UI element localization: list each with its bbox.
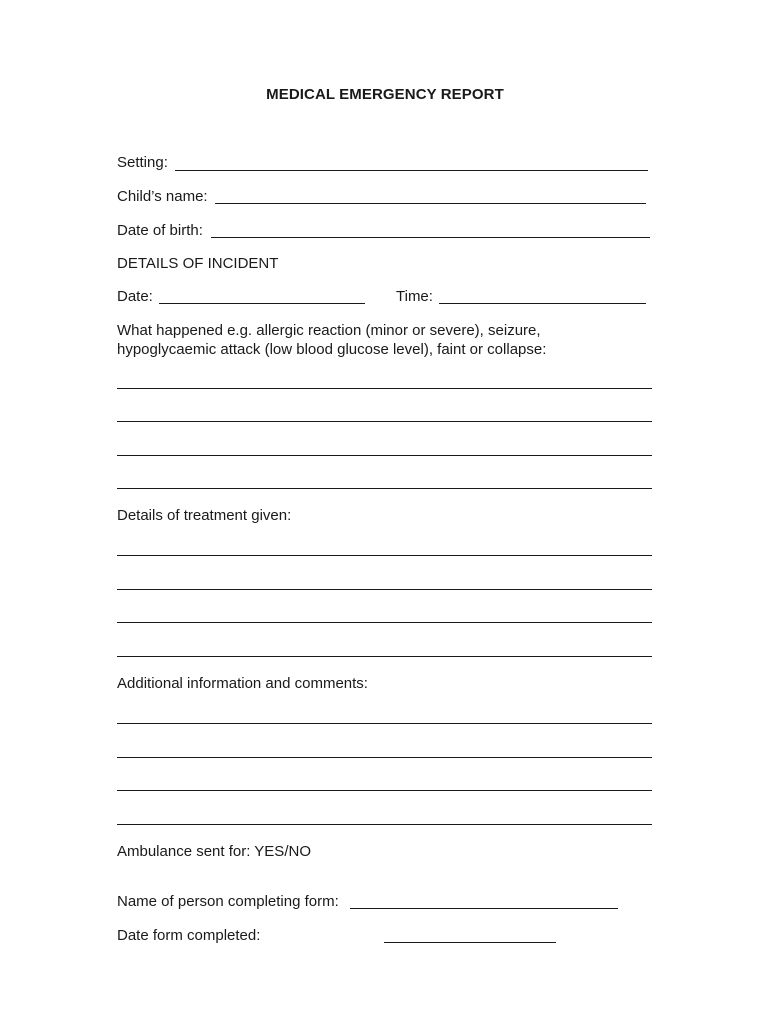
additional-info-line-field[interactable]: [117, 790, 652, 791]
additional-info-line-field[interactable]: [117, 757, 652, 758]
name-completing-label: Name of person completing form:: [117, 893, 339, 910]
what-happened-line-1: What happened e.g. allergic reaction (minor or severe), seizure,: [117, 322, 541, 339]
treatment-line-field[interactable]: [117, 622, 652, 623]
what-happened-line-2: hypoglycaemic attack (low blood glucose level), faint or collapse:: [117, 341, 547, 358]
dob-label: Date of birth:: [117, 222, 203, 239]
treatment-line-field[interactable]: [117, 555, 652, 556]
child-name-label: Child’s name:: [117, 188, 208, 205]
child-name-field[interactable]: [215, 203, 646, 204]
what-happened-line-field[interactable]: [117, 455, 652, 456]
name-completing-field[interactable]: [350, 908, 618, 909]
dob-field[interactable]: [211, 237, 650, 238]
ambulance-sent-label: Ambulance sent for: YES/NO: [117, 843, 311, 860]
incident-time-field[interactable]: [439, 303, 646, 304]
treatment-line-field[interactable]: [117, 589, 652, 590]
incident-date-field[interactable]: [159, 303, 365, 304]
setting-label: Setting:: [117, 154, 168, 171]
incident-time-label: Time:: [396, 288, 433, 305]
additional-info-label: Additional information and comments:: [117, 675, 368, 692]
date-completed-field[interactable]: [384, 942, 556, 943]
additional-info-line-field[interactable]: [117, 824, 652, 825]
treatment-line-field[interactable]: [117, 656, 652, 657]
what-happened-line-field[interactable]: [117, 488, 652, 489]
what-happened-line-field[interactable]: [117, 388, 652, 389]
details-of-incident-heading: DETAILS OF INCIDENT: [117, 255, 279, 272]
additional-info-line-field[interactable]: [117, 723, 652, 724]
setting-field[interactable]: [175, 170, 648, 171]
what-happened-line-field[interactable]: [117, 421, 652, 422]
treatment-label: Details of treatment given:: [117, 507, 292, 524]
page-title: MEDICAL EMERGENCY REPORT: [266, 86, 504, 103]
date-completed-label: Date form completed:: [117, 927, 261, 944]
incident-date-label: Date:: [117, 288, 153, 305]
